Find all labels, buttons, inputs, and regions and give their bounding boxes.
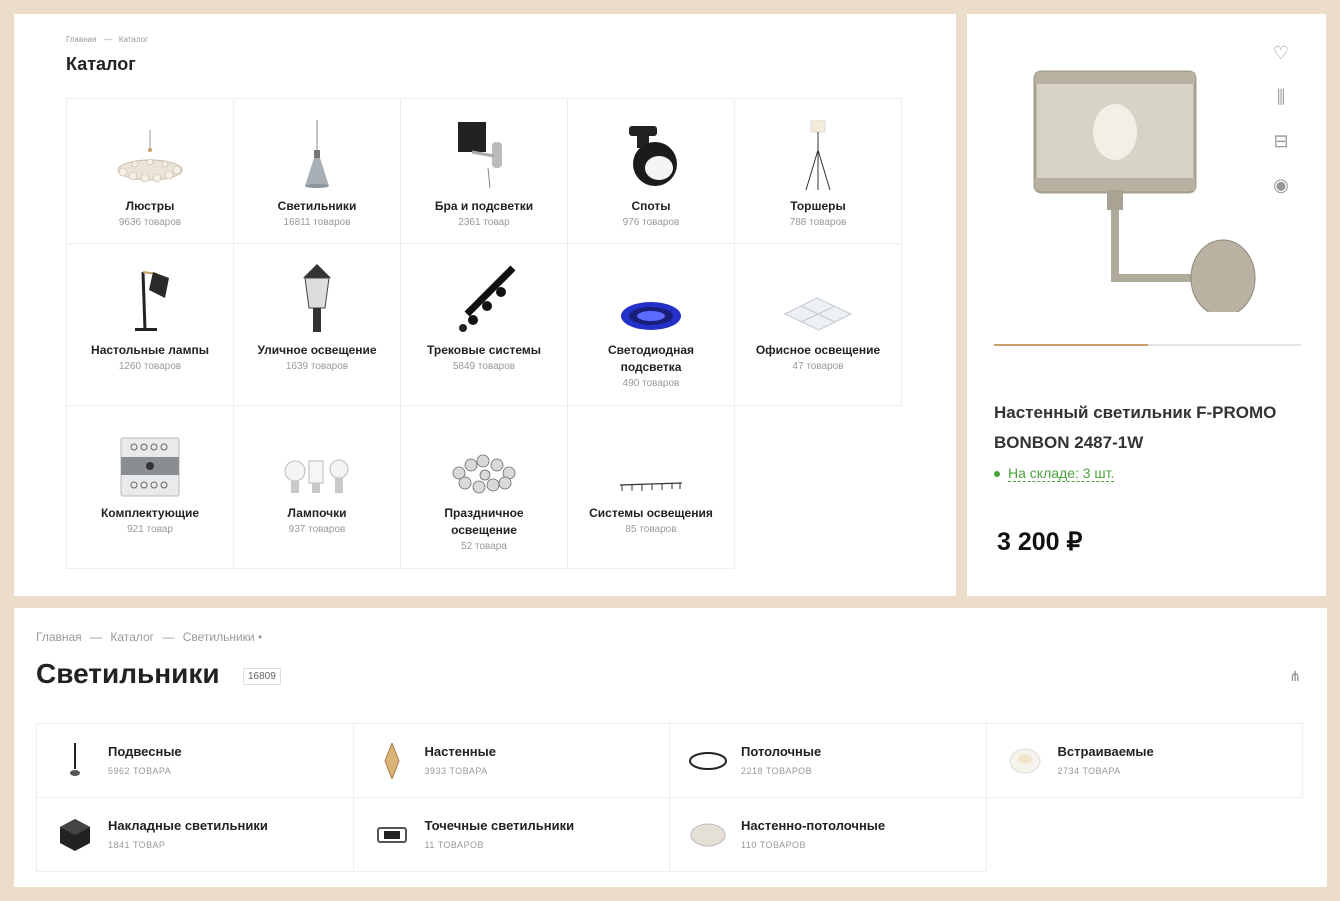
compare-icon[interactable]: ⫼	[1276, 87, 1286, 107]
basket-icon[interactable]: ⊟	[1273, 131, 1289, 151]
category-count: 1260 товаров	[118, 361, 182, 372]
category-count: 47 товаров	[792, 361, 844, 372]
subcategory-count: 3933 ТОВАРА	[424, 766, 488, 776]
category-grid-row	[66, 406, 902, 569]
category-card[interactable]	[735, 243, 902, 406]
category-name: Офисное освещение	[755, 343, 881, 357]
page-title: Каталог	[66, 54, 136, 74]
category-name: Светильники	[277, 199, 357, 213]
lighting-system-icon	[616, 477, 686, 497]
category-count: 16811 товаров	[283, 217, 351, 228]
desk-lamp-icon	[125, 264, 175, 334]
category-count: 937 товаров	[288, 524, 346, 535]
bulbs-icon	[281, 457, 353, 497]
subcategory-card[interactable]	[670, 798, 987, 872]
category-name: Системы освещения	[589, 506, 713, 520]
stock-status[interactable]	[994, 465, 1114, 481]
subcategory-name: Накладные светильники	[108, 818, 268, 833]
category-card[interactable]	[67, 243, 234, 406]
breadcrumb-home[interactable]: Главная	[66, 35, 97, 44]
recessed-lamp-icon	[1008, 747, 1042, 775]
pendant-icon	[65, 743, 85, 779]
subcategory-count: 11 ТОВАРОВ	[424, 840, 484, 850]
floor-lamp-icon	[798, 120, 838, 190]
subcategory-name: Потолочные	[741, 744, 822, 759]
subcategory-card[interactable]	[987, 724, 1304, 798]
category-name: Бра и подсветки	[434, 199, 534, 213]
category-count: 2361 товар	[458, 217, 510, 228]
eye-icon[interactable]: ◉	[1273, 175, 1289, 195]
surface-lamp-icon	[60, 819, 90, 851]
category-card[interactable]	[67, 406, 234, 569]
ceiling-lamp-icon	[689, 751, 727, 771]
breadcrumb	[66, 35, 153, 44]
subcategory-card[interactable]	[354, 798, 671, 872]
heart-icon[interactable]: ♡	[1272, 43, 1290, 63]
category-name: Уличное освещение	[257, 343, 377, 357]
chandelier-icon	[115, 130, 185, 190]
category-card[interactable]	[401, 243, 568, 406]
category-name: Комплектующие	[100, 506, 200, 520]
subcategory-card[interactable]	[670, 724, 987, 798]
category-grid-row	[66, 243, 902, 406]
category-name: Трековые системы	[427, 343, 541, 357]
subcategory-name: Встраиваемые	[1057, 744, 1154, 759]
breadcrumb-separator: —	[162, 630, 175, 644]
category-name: Настольные лампы	[91, 343, 209, 357]
point-lamp-icon	[377, 825, 407, 845]
category-card[interactable]	[234, 243, 401, 406]
subcategory-card[interactable]	[37, 798, 354, 872]
subcategory-count: 110 ТОВАРОВ	[741, 840, 806, 850]
subcategory-name: Настенные	[424, 744, 496, 759]
category-count: 9636 товаров	[118, 217, 182, 228]
empty-cell	[735, 406, 902, 569]
category-card[interactable]	[401, 406, 568, 569]
category-count: 921 товар	[127, 524, 173, 535]
product-title[interactable]: Настенный светильник F-PROMO BONBON 2487-1W	[994, 403, 1277, 452]
page-title: Светильники	[36, 658, 220, 689]
product-actions	[1270, 44, 1292, 194]
breadcrumb-home[interactable]: Главная	[36, 630, 82, 644]
product-panel	[967, 14, 1326, 596]
led-strip-icon	[618, 294, 684, 334]
office-panel-icon	[783, 294, 853, 334]
stock-text: На складе: 3 шт.	[1008, 465, 1115, 481]
category-grid	[66, 98, 902, 244]
control-panel-icon	[120, 437, 180, 497]
category-name: Праздничное освещение	[444, 506, 524, 537]
category-count: 788 товаров	[789, 217, 847, 228]
category-name: Споты	[631, 199, 671, 213]
garland-icon	[449, 451, 519, 497]
category-card[interactable]	[568, 99, 735, 244]
subcategory-name: Подвесные	[108, 744, 182, 759]
wall-lamp-icon	[384, 743, 400, 779]
subcategory-count: 2218 ТОВАРОВ	[741, 766, 813, 776]
product-price: 3 200 ₽	[997, 528, 1083, 556]
category-name: Торшеры	[790, 199, 846, 213]
breadcrumb-separator: —	[90, 630, 103, 644]
category-card[interactable]	[234, 406, 401, 569]
category-count: 490 товаров	[622, 378, 680, 389]
subcategory-name: Точечные светильники	[424, 818, 575, 833]
catalog-panel	[14, 14, 956, 596]
street-lamp-icon	[297, 264, 337, 334]
breadcrumb-catalog[interactable]: Каталог	[118, 35, 149, 44]
stock-dot	[994, 471, 1000, 477]
category-name: Лампочки	[287, 506, 347, 520]
category-card[interactable]	[234, 99, 401, 244]
category-count: 976 товаров	[622, 217, 680, 228]
product-image[interactable]	[1027, 62, 1267, 312]
subcategory-name: Настенно-потолочные	[741, 818, 886, 833]
category-count: 85 товаров	[625, 524, 677, 535]
count-badge: 16809	[243, 668, 281, 685]
subcategory-card[interactable]	[37, 724, 354, 798]
subcategory-grid	[36, 723, 1303, 872]
category-name: Люстры	[125, 199, 175, 213]
category-count: 1639 товаров	[285, 361, 349, 372]
gallery-progress[interactable]	[994, 344, 1301, 346]
gallery-progress-fill	[994, 344, 1148, 346]
category-card[interactable]	[735, 99, 902, 244]
subcategory-count: 1841 ТОВАР	[108, 840, 166, 850]
breadcrumb-separator: —	[103, 35, 112, 44]
category-card[interactable]	[67, 99, 234, 244]
track-system-icon	[449, 264, 519, 334]
share-icon[interactable]: ⋔	[1289, 668, 1301, 684]
subcategory-panel	[14, 608, 1327, 887]
category-count: 52 товара	[461, 541, 507, 552]
subcategory-count: 2734 ТОВАРА	[1057, 766, 1121, 776]
category-name: Светодиодная подсветка	[608, 343, 694, 374]
subcategory-count: 5962 ТОВАРА	[108, 766, 172, 776]
wall-ceiling-lamp-icon	[690, 822, 726, 848]
subcategory-card[interactable]	[354, 724, 671, 798]
sconce-icon	[454, 120, 514, 190]
spot-icon	[621, 124, 681, 190]
pendant-lamp-icon	[297, 120, 337, 190]
category-count: 5849 товаров	[452, 361, 516, 372]
category-card[interactable]	[401, 99, 568, 244]
breadcrumb	[36, 630, 267, 644]
breadcrumb-current[interactable]: Светильники •	[182, 630, 263, 644]
breadcrumb-catalog[interactable]: Каталог	[110, 630, 154, 644]
category-card[interactable]	[568, 243, 735, 406]
category-card[interactable]	[568, 406, 735, 569]
